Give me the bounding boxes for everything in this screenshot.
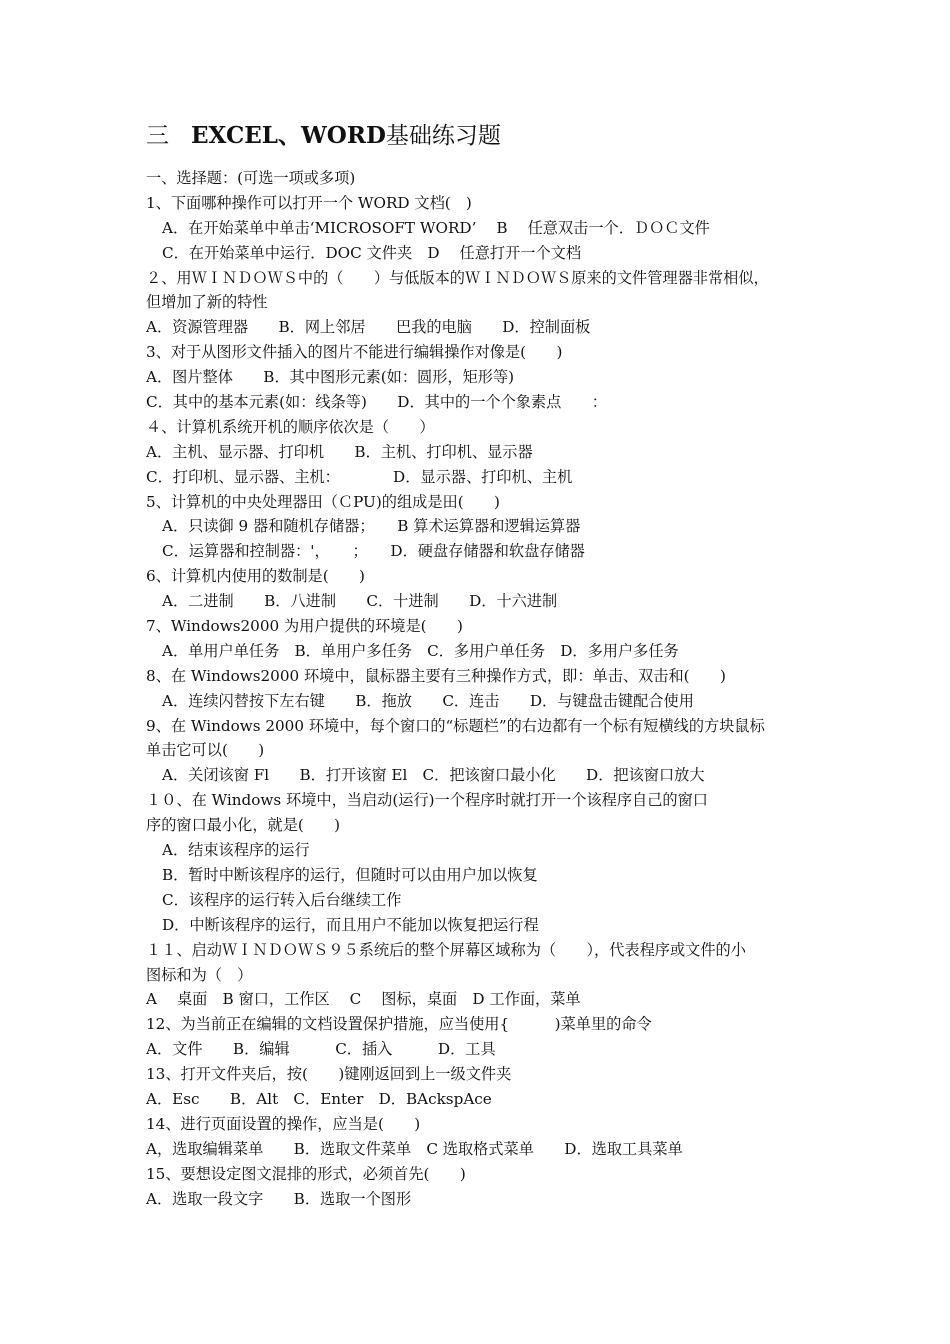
question-text: 8、在 Windows2000 环境中，鼠标器主要有三种操作方式，即：单击、双击和( ) (146, 666, 726, 685)
answer-options: A．连续闪替按下左右键 B．拖放 C．连击 D．与键盘击键配合使用 (162, 691, 694, 710)
question-text: 13、打开文件夹后，按( )键刚返回到上一级文件夹 (146, 1065, 512, 1084)
question-text: 序的窗口最小化，就是( ) (146, 816, 341, 835)
answer-option: A．结束该程序的运行 (162, 841, 310, 860)
question-text: ４、计算机系统开机的顺序依次是（ ） (146, 417, 435, 436)
answer-options: C．其中的基本元素(如：线条等) D．其中的一个个象素点 ： (146, 393, 607, 412)
title-app-names: EXCEL、WORD (191, 122, 386, 149)
answer-options: A，选取编辑菜单 B．选取文件菜单 C 选取格式菜单 D．选取工具菜单 (146, 1139, 683, 1158)
answer-options: A．只读御 9 器和随机存储器； B 算术运算器和逻辑运算器 (162, 517, 581, 536)
answer-options: A．图片整体 B．其中图形元素(如：圆形，矩形等) (146, 368, 515, 387)
question-text: 单击它可以( ) (146, 741, 265, 760)
question-text: 7、Windows2000 为用户提供的环境是( ) (146, 617, 463, 636)
answer-options: C．运算器和控制器：'， ； D．硬盘存储器和软盘存储器 (162, 542, 585, 561)
answer-options: A．Esc B．Alt C．Enter D．BAckspAce (146, 1089, 492, 1108)
answer-options: A．选取一段文字 B．选取一个图形 (146, 1189, 412, 1208)
answer-option: D．中断该程序的运行，而且用户不能加以恢复把运行程 (162, 915, 539, 934)
question-text: ２、用ＷＩＮＤＯＷＳ中的（ ）与低版本的ＷＩＮＤＯＷＳ原来的文件管理器非常相似， (146, 268, 769, 287)
title-text: 基础练习题 (385, 123, 501, 149)
answer-options: A 桌面 B 窗口，工作区 C 图标，桌面 D 工作面，菜单 (146, 990, 581, 1009)
question-text: １１、启动ＷＩＮＤＯＷＳ９５系统后的整个屏幕区域称为（ ），代表程序或文件的小 (146, 940, 746, 959)
question-text: 图标和为（ ） (146, 965, 253, 984)
page-title (146, 118, 501, 154)
answer-options: A．单用户单任务 B．单用户多任务 C．多用户单任务 D．多用户多任务 (162, 641, 679, 660)
section-heading: 一、选择题：(可选一项或多项) (146, 169, 356, 187)
answer-options: A．关闭该窗 Fl B．打开该窗 El C．把该窗口最小化 D．把该窗口放大 (162, 766, 705, 785)
question-text: 3、对于从图形文件插入的图片不能进行编辑操作对像是( ) (146, 343, 563, 362)
question-text: 12、为当前正在编辑的文档设置保护措施，应当使用{ )菜单里的命令 (146, 1015, 652, 1034)
title-section-number: 三 (146, 123, 169, 149)
question-text: 14、进行页面设置的操作，应当是( ) (146, 1114, 421, 1133)
answer-options: A．主机、显示器、打印机 B．主机、打印机、显示器 (146, 442, 533, 461)
question-text: 5、计算机的中央处理器田（ＣPU)的组成是田( ) (146, 492, 500, 511)
answer-options: A．文件 B．编辑 C．插入 D．工具 (146, 1040, 496, 1059)
answer-options: C．在开始菜单中运行．DOC 文件夹 D 任意打开一个文档 (162, 243, 582, 262)
answer-options: A．资源管理器 B．网上邻居 巴我的电脑 D．控制面板 (146, 318, 591, 337)
question-text: １０、在 Windows 环境中，当启动(运行)一个程序时就打开一个该程序自己的窗口 (146, 791, 708, 810)
answer-options: A．在开始菜单中单击‘MICROSOFT WORD’ B 任意双击一个．ＤＯＣ文件 (162, 218, 710, 237)
question-text: 9、在 Windows 2000 环境中，每个窗口的“标题栏”的右边都有一个标有短横线的方块鼠标 (146, 716, 765, 735)
question-text: 但增加了新的特性 (146, 293, 268, 312)
question-list (146, 166, 826, 1211)
answer-option: B．暂时中断该程序的运行，但随时可以由用户加以恢复 (162, 865, 538, 884)
answer-option: C．该程序的运行转入后台继续工作 (162, 890, 402, 909)
question-text: 15、要想设定图文混排的形式，必须首先( ) (146, 1164, 466, 1183)
question-text: 1、下面哪种操作可以打开一个 WORD 文档( ) (146, 193, 472, 212)
answer-options: C．打印机、显示器、主机： D．显示器、打印机、主机 (146, 467, 573, 486)
answer-options: A．二进制 B．八进制 C．十进制 D．十六进制 (162, 592, 558, 611)
question-text: 6、计算机内使用的数制是( ) (146, 567, 365, 586)
